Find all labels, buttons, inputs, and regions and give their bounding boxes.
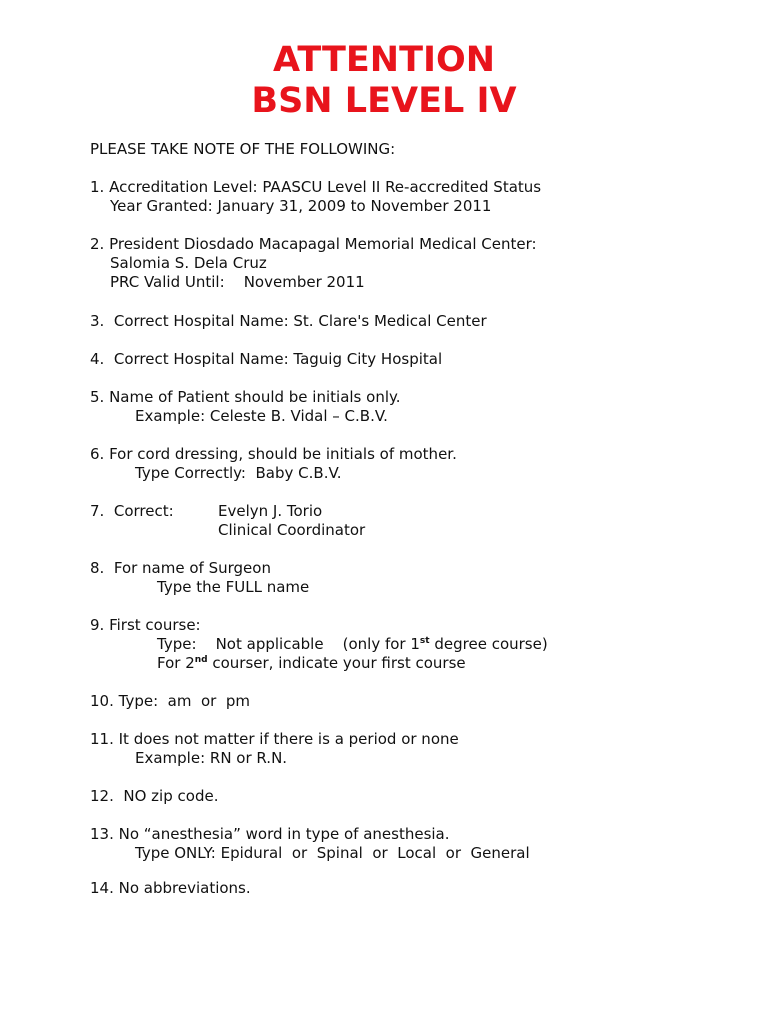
item-3-hospital-name: 3. Correct Hospital Name: St. Clare's Medical Center: [90, 312, 487, 330]
item-9-type-line: [157, 635, 548, 654]
item-8-surgeon: 8. For name of Surgeon: [90, 559, 271, 577]
item-5-example: Example: Celeste B. Vidal – C.B.V.: [135, 407, 388, 425]
item-2-prc: PRC Valid Until: November 2011: [110, 273, 365, 291]
item-5-patient-name: 5. Name of Patient should be initials only.: [90, 388, 401, 406]
item-9-second-text: For 2: [157, 654, 195, 672]
item-13-anesthesia: 13. No “anesthesia” word in type of anesthesia.: [90, 825, 450, 843]
attention-heading: ATTENTION: [272, 40, 496, 80]
item-12-zip-code: 12. NO zip code.: [90, 787, 219, 805]
item-7-name: Evelyn J. Torio: [218, 502, 323, 520]
item-7-role: Clinical Coordinator: [218, 521, 366, 539]
item-1-accreditation: 1. Accreditation Level: PAASCU Level II Re-accredited Status: [90, 178, 542, 196]
item-13-type-only: Type ONLY: Epidural or Spinal or Local or General: [135, 844, 530, 862]
item-9-type-text: Type: Not applicable (only for 1: [157, 635, 420, 653]
item-1-year-granted: Year Granted: January 31, 2009 to November 2011: [110, 197, 492, 215]
item-10-type: 10. Type: am or pm: [90, 692, 251, 710]
item-4-hospital-name: 4. Correct Hospital Name: Taguig City Hospital: [90, 350, 443, 368]
item-2-name: Salomia S. Dela Cruz: [110, 254, 267, 272]
intro-text: PLEASE TAKE NOTE OF THE FOLLOWING:: [90, 140, 396, 158]
bsn-level-heading: BSN LEVEL IV: [251, 81, 517, 121]
item-14-abbreviations: 14. No abbreviations.: [90, 879, 251, 897]
item-7-correct: 7. Correct:: [90, 502, 174, 520]
item-2-president: 2. President Diosdado Macapagal Memorial Medical Center:: [90, 235, 537, 253]
item-8-full-name: Type the FULL name: [157, 578, 310, 596]
item-9-second-sup: nd: [194, 655, 208, 665]
item-9-second-line: [157, 654, 466, 673]
item-6-type: Type Correctly: Baby C.B.V.: [135, 464, 342, 482]
item-11-period: 11. It does not matter if there is a period or none: [90, 730, 459, 748]
item-9-first-course: 9. First course:: [90, 616, 201, 634]
item-9-second-rest: courser, indicate your first course: [207, 654, 466, 672]
item-11-example: Example: RN or R.N.: [135, 749, 288, 767]
item-9-type-sup: st: [419, 636, 430, 646]
item-6-cord-dressing: 6. For cord dressing, should be initials of mother.: [90, 445, 457, 463]
item-9-type-rest: degree course): [429, 635, 548, 653]
